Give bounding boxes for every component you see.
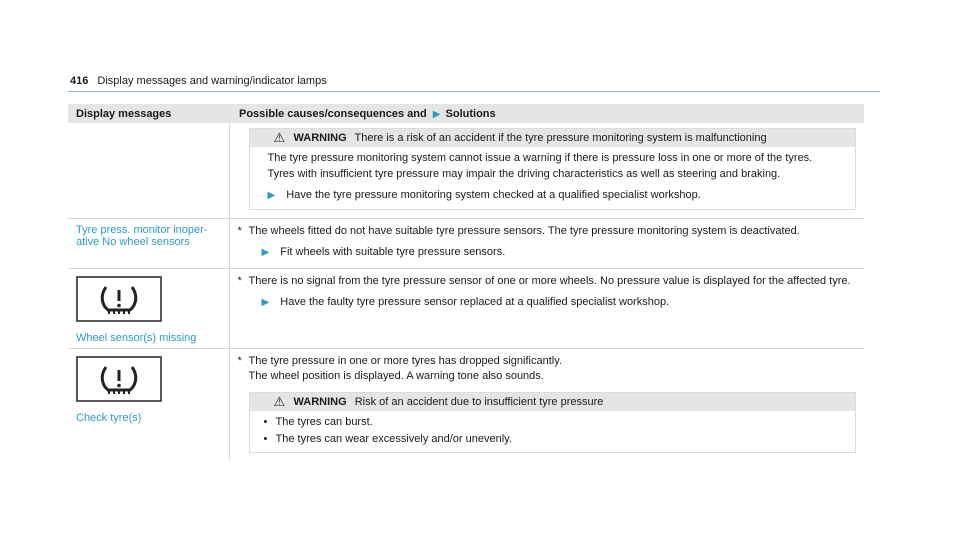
tyre-pressure-warning-icon	[76, 276, 162, 322]
column-header-causes-solutions: Possible causes/consequences and ▶ Solutions	[229, 104, 864, 123]
table-row	[68, 123, 864, 219]
empty-cell	[68, 123, 229, 219]
section-title: Display messages and warning/indicator lamps	[97, 75, 327, 87]
table-row	[68, 269, 864, 349]
warning-triangle-icon: ⚠	[273, 394, 286, 409]
column-header-display-messages: Display messages	[68, 104, 229, 123]
warning-box	[249, 128, 857, 210]
display-message: Tyre press. monitor inoper-ative No wheel sensors	[76, 224, 208, 248]
warning-paragraph: The tyre pressure monitoring system cannot issue a warning if there is pressure loss in one or more of the tyres.	[267, 152, 813, 164]
header-divider	[68, 91, 880, 92]
list-item: • The tyres can burst.	[264, 414, 848, 431]
page-number: 416	[70, 75, 89, 87]
warning-box	[249, 392, 857, 453]
cause-text: The wheels fitted do not have suitable tyre pressure sensors. The tyre pressure monitoring system is deactivated.	[248, 225, 800, 237]
cause-text: The tyre pressure in one or more tyres has dropped significantly.	[248, 355, 562, 367]
warning-text: Risk of an accident due to insufficient tyre pressure	[354, 396, 604, 408]
warning-action: Have the tyre pressure monitoring system checked at a qualified specialist workshop.	[286, 189, 701, 201]
warning-text: There is a risk of an accident if the tyre pressure monitoring system is malfunctioning	[354, 132, 767, 144]
table-row	[68, 219, 864, 269]
warning-bullet-list	[250, 411, 856, 452]
solution-arrow-icon: ▶	[267, 190, 276, 201]
warning-label: WARNING	[293, 396, 347, 408]
cause-marker: *	[237, 225, 242, 237]
display-messages-table	[68, 104, 864, 461]
cause-text: The wheel position is displayed. A warning tone also sounds.	[248, 370, 544, 382]
solution-arrow-icon: ▶	[432, 109, 441, 120]
display-message: Wheel sensor(s) missing	[76, 332, 197, 344]
display-message: Check tyre(s)	[76, 412, 142, 424]
page-header	[70, 75, 327, 87]
table-row	[68, 349, 864, 462]
warning-paragraph: Tyres with insufficient tyre pressure may impair the driving characteristics as well as steering and braking.	[267, 168, 781, 180]
solution-text: Have the faulty tyre pressure sensor replaced at a qualified specialist workshop.	[280, 296, 670, 308]
cause-marker: *	[237, 275, 242, 287]
list-item: • The tyres can wear excessively and/or unevenly.	[264, 431, 848, 448]
warning-triangle-icon: ⚠	[273, 130, 286, 145]
table-header-row	[68, 104, 864, 123]
solution-arrow-icon: ▶	[261, 297, 270, 308]
solution-text: Fit wheels with suitable tyre pressure sensors.	[280, 246, 506, 258]
cause-marker: *	[237, 355, 242, 367]
solution-arrow-icon: ▶	[261, 247, 270, 258]
tyre-pressure-warning-icon	[76, 356, 162, 402]
cause-text: There is no signal from the tyre pressure sensor of one or more wheels. No pressure value is displayed for the affected tyre.	[248, 275, 851, 287]
warning-label: WARNING	[293, 132, 347, 144]
